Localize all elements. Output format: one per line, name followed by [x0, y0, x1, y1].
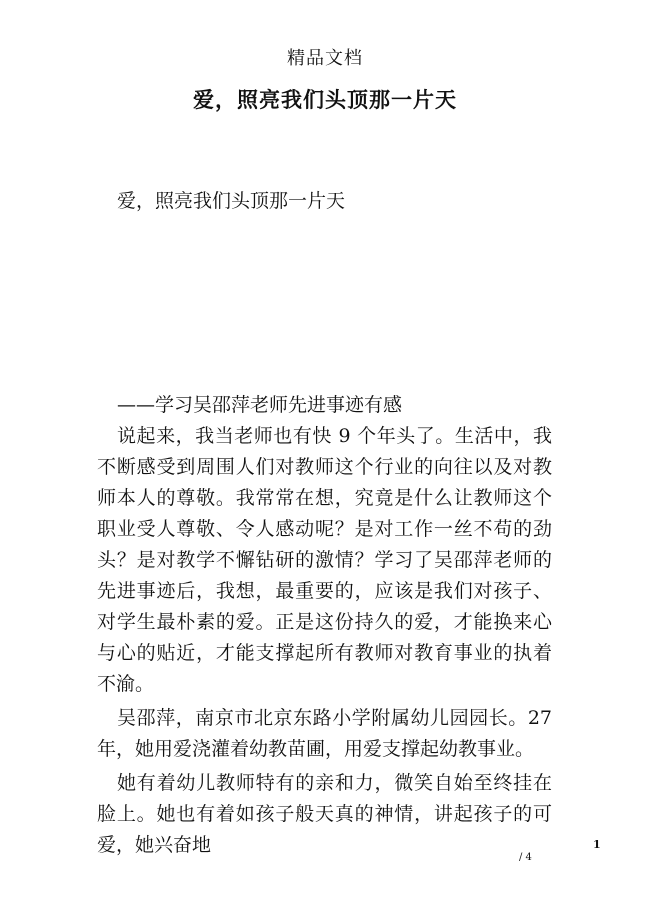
document-byline: ——学习吴邵萍老师先进事迹有感	[117, 394, 403, 416]
document-title: 爱，照亮我们头顶那一片天	[193, 87, 457, 112]
body-paragraph: 吴邵萍，南京市北京东路小学附属幼儿园园长。27 年，她用爱浇灌着幼教苗圃，用爱支撑起幼教事业。	[97, 707, 552, 760]
document-subtitle: 爱，照亮我们头顶那一片天	[117, 190, 346, 212]
body-paragraph: 她有着幼儿教师特有的亲和力，微笑自始至终挂在脸上。她也有着如孩子般天真的神情，讲起孩子的可爱，她兴奋地	[97, 772, 552, 856]
page-total: / 4	[519, 852, 532, 863]
document-body	[97, 421, 552, 864]
body-paragraph: 说起来，我当老师也有快 9 个年头了。生活中，我不断感受到周围人们对教师这个行业的向往以及对教师本人的尊敬。我常常在想，究竟是什么让教师这个职业受人尊敬、令人感动呢？是对工作一丝不苟的劲头？是对教学不懈钻研的激情？学习了吴邵萍老师的先进事迹后，我想，最重要的，应该是我们对孩子、对学生最朴素的爱。正是这份持久的爱，才能换来心与心的贴近，才能支撑起所有教师对教育事业的执着不渝。	[97, 425, 552, 695]
page-number: 1	[593, 838, 601, 851]
header-label: 精品文档	[287, 48, 363, 69]
